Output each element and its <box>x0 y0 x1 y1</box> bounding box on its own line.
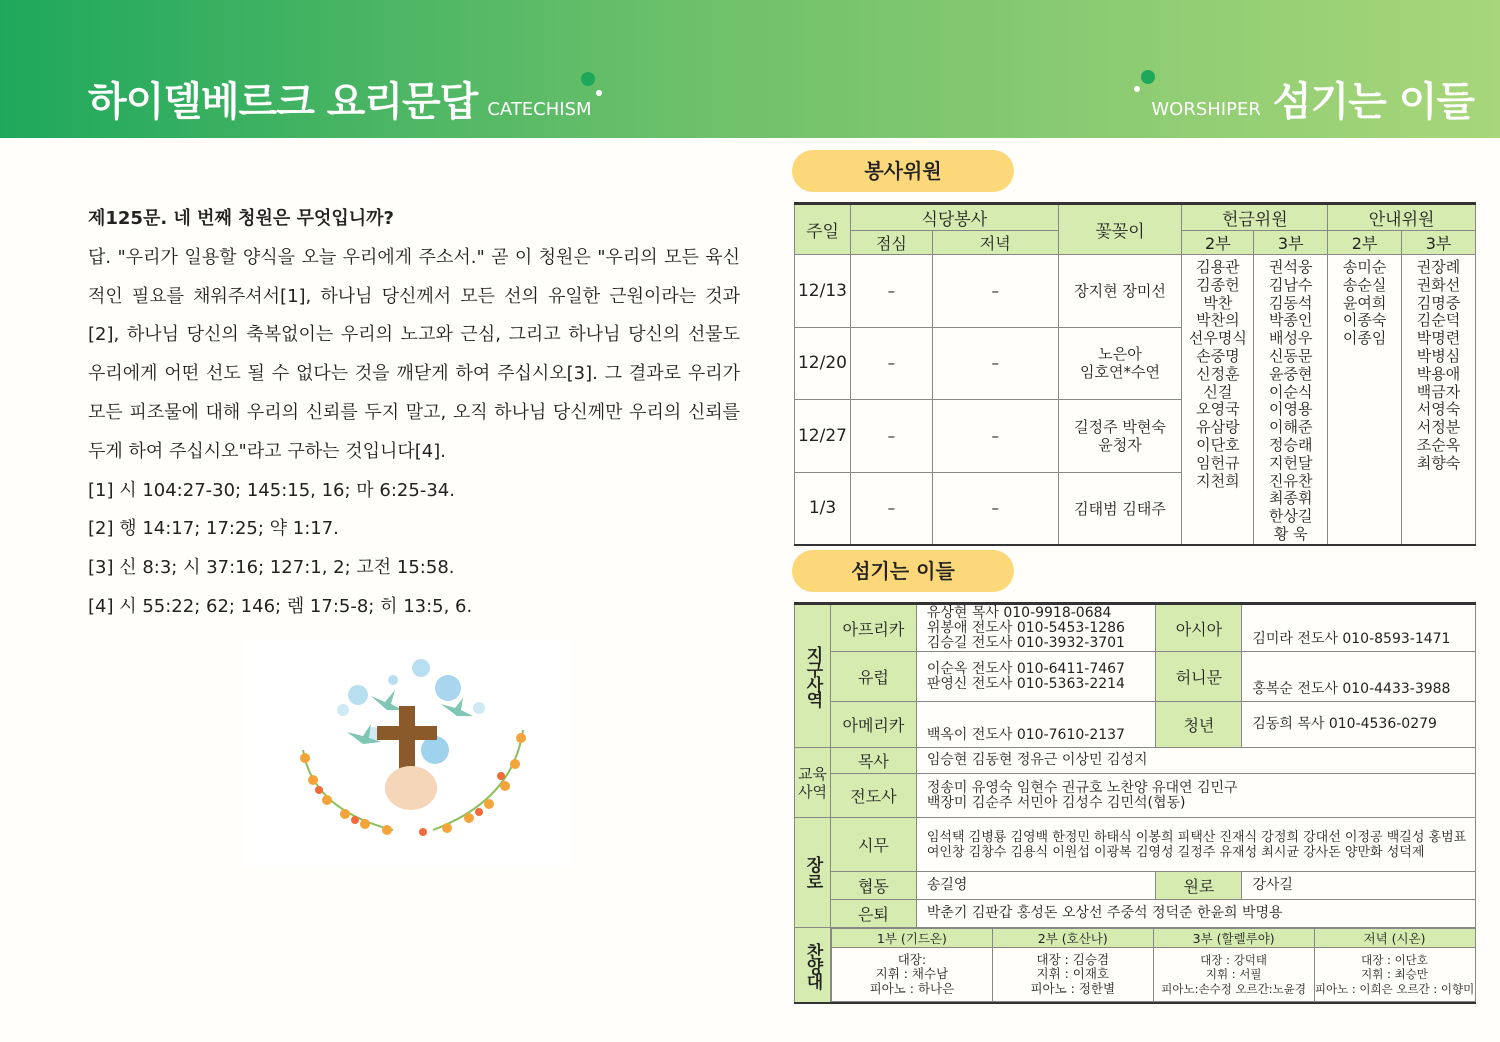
usher-2-names: 송미순 송순실 윤여희 이종숙 이종임 <box>1328 255 1402 545</box>
row-flower: 김태범 김태주 <box>1058 472 1182 545</box>
catechism-ref: [4] 시 55:22; 62; 146; 렘 17:5-8; 히 13:5, 6. <box>88 595 473 617</box>
col-dinner-header: 저녁 <box>932 231 1058 255</box>
youth-staff: 김동희 목사 010-4536-0279 <box>1242 702 1476 748</box>
row-lunch: – <box>850 327 932 400</box>
catechism-body <box>88 200 740 627</box>
col-usher-header: 안내위원 <box>1328 204 1476 231</box>
row-flower: 길정주 박현숙 윤청자 <box>1058 400 1182 473</box>
col-usher-2-header: 2부 <box>1328 231 1402 255</box>
asia-staff: 김미라 전도사 010-8593-1471 <box>1242 604 1476 652</box>
cross-wreath-icon <box>243 640 571 868</box>
row-lunch: – <box>850 472 932 545</box>
choir-2-header: 2부 (호산나) <box>992 929 1153 948</box>
white-dot-icon <box>596 90 602 96</box>
service-committee-pill: 봉사위원 <box>792 150 1014 192</box>
region-ministry-label: 지구사역 <box>795 604 831 748</box>
catechism-heading <box>88 70 592 127</box>
emeritus-label: 원로 <box>1156 872 1242 900</box>
col-offering-2-header: 2부 <box>1182 231 1254 255</box>
choir-label: 찬양대 <box>795 928 831 1004</box>
col-lunch-header: 점심 <box>850 231 932 255</box>
service-committee-table <box>794 202 1476 546</box>
africa-staff: 유상현 목사 010-9918-0684 위봉애 전도사 010-5453-1286 김승길 전도사 010-3932-3701 <box>916 604 1156 652</box>
pastor-label: 목사 <box>830 748 916 774</box>
choir-3-header: 3부 (할렐루야) <box>1153 929 1314 948</box>
youth-label: 청년 <box>1156 702 1242 748</box>
africa-label: 아프리카 <box>830 604 916 652</box>
associate-elders-names: 송길영 <box>916 872 1156 900</box>
worshiper-heading <box>1151 70 1474 127</box>
col-cafeteria-header: 식당봉사 <box>850 204 1058 231</box>
asia-label: 아시아 <box>1156 604 1242 652</box>
row-lunch: – <box>850 255 932 328</box>
cross-illustration <box>243 640 571 868</box>
choir-4-header: 저녁 (시온) <box>1314 929 1475 948</box>
offering-3-names: 권석웅 김남수 김동석 박종인 배성우 신동문 윤중현 이순식 이영용 이해준 정승래 지헌달 진유찬 최종휘 한상길 황 욱 <box>1254 255 1328 545</box>
worshiper-title: 섬기는 이들 <box>1272 79 1474 125</box>
europe-staff: 이순옥 전도사 010-6411-7467 판영신 전도사 010-5363-2214 <box>916 652 1156 702</box>
choir-3-staff: 대장 : 강덕태 지휘 : 서필 피아노:손수정 오르간:노윤경 <box>1153 948 1314 1002</box>
servants-pill: 섬기는 이들 <box>792 550 1014 592</box>
row-flower: 노은아 임호연*수연 <box>1058 327 1182 400</box>
col-offering-header: 헌금위원 <box>1182 204 1328 231</box>
evangelist-names: 정송미 유영숙 임현수 권규호 노찬양 유대연 김민구 백장미 김순주 서민아 김성수 김민석(협동) <box>916 774 1475 818</box>
row-date: 1/3 <box>795 472 851 545</box>
choir-table <box>831 928 1476 1002</box>
pastor-names: 임승현 김동현 정유근 이상민 김성지 <box>916 748 1475 774</box>
servants-table <box>794 602 1476 1004</box>
catechism-ref: [1] 시 104:27-30; 145:15, 16; 마 6:25-34. <box>88 479 455 501</box>
choir-4-staff: 대장 : 이단호 지휘 : 최승만 피아노 : 이희은 오르간 : 이향미 <box>1314 948 1475 1002</box>
white-dot-icon <box>1134 86 1140 92</box>
associate-elders-label: 협동 <box>830 872 916 900</box>
offering-2-names: 김용관 김종헌 박찬 박찬의 선우명식 손중명 신정훈 신걸 오영국 유삼랑 이단호 임헌규 지천희 <box>1182 255 1254 545</box>
worshiper-subtitle: WORSHIPER <box>1151 99 1261 120</box>
header-banner <box>0 0 1500 138</box>
retired-label: 은퇴 <box>830 900 916 928</box>
emeritus-names: 강사길 <box>1242 872 1476 900</box>
row-lunch: – <box>850 400 932 473</box>
row-dinner: – <box>932 472 1058 545</box>
honeymoon-label: 허니문 <box>1156 652 1242 702</box>
catechism-ref: [3] 신 8:3; 시 37:16; 127:1, 2; 고전 15:58. <box>88 557 455 579</box>
retired-names: 박춘기 김판갑 홍성돈 오상선 주중석 정덕준 한윤희 박명용 <box>916 900 1475 928</box>
row-date: 12/20 <box>795 327 851 400</box>
row-dinner: – <box>932 327 1058 400</box>
row-flower: 장지현 장미선 <box>1058 255 1182 328</box>
row-date: 12/13 <box>795 255 851 328</box>
honeymoon-staff: 홍복순 전도사 010-4433-3988 <box>1242 652 1476 702</box>
catechism-ref: [2] 행 14:17; 17:25; 약 1:17. <box>88 518 339 540</box>
catechism-title: 하이델베르크 요리문답 <box>88 79 478 125</box>
active-elders-names: 임석택 김병룡 김영백 한정민 하태식 이봉희 피택산 진재식 강정희 강대선 이정공 백길성 홍범표 여인창 김창수 김용식 이원섭 이광복 김영성 길정주 유재성 최시균 강사돈 양만화 성덕제 <box>916 818 1475 872</box>
row-date: 12/27 <box>795 400 851 473</box>
america-label: 아메리카 <box>830 702 916 748</box>
usher-3-names: 권장례 권화선 김명중 김순덕 박명련 박병심 박용애 백금자 서영숙 서정분 조순옥 최향숙 <box>1402 255 1476 545</box>
active-elders-label: 시무 <box>830 818 916 872</box>
choir-1-header: 1부 (기드온) <box>831 929 992 948</box>
catechism-answer: 답. "우리가 일용할 양식을 오늘 우리에게 주소서." 곧 이 청원은 "우리의 모든 육신적인 필요를 채워주셔서[1], 하나님 당신께서 모든 선의 유일한 근원이라는 것과[2], 하나님 당신의 축복없이는 우리의 노고와 근심, 그리고 하나님 당신의 선물도 우리에게 어떤 선도 될 수 없다는 것을 깨닫게 하여 주십시오[3]. 그 결과로 우리가 모든 피조물에 대해 우리의 신뢰를 두지 말고, 오직 하나님 당신께만 우리의 신뢰를 두게 하여 주십시오"라고 구하는 것입니다[4]. <box>88 246 740 462</box>
col-flower-header: 꽃꽂이 <box>1058 204 1182 255</box>
education-ministry-label: 교육사역 <box>795 748 831 818</box>
europe-label: 유럽 <box>830 652 916 702</box>
green-dot-icon <box>581 72 595 86</box>
choir-2-staff: 대장 : 김승겸 지휘 : 이재호 피아노 : 정한별 <box>992 948 1153 1002</box>
col-offering-3-header: 3부 <box>1254 231 1328 255</box>
catechism-subtitle: CATECHISM <box>487 99 592 120</box>
table-row <box>795 255 1476 328</box>
row-dinner: – <box>932 400 1058 473</box>
col-date-header: 주일 <box>795 204 851 255</box>
america-staff: 백옥이 전도사 010-7610-2137 <box>916 702 1156 748</box>
elders-label: 장로 <box>795 818 831 928</box>
catechism-question: 제125문. 네 번째 청원은 무엇입니까? <box>88 208 394 229</box>
col-usher-3-header: 3부 <box>1402 231 1476 255</box>
evangelist-label: 전도사 <box>830 774 916 818</box>
choir-1-staff: 대장: 지휘 : 채수남 피아노 : 하나은 <box>831 948 992 1002</box>
row-dinner: – <box>932 255 1058 328</box>
